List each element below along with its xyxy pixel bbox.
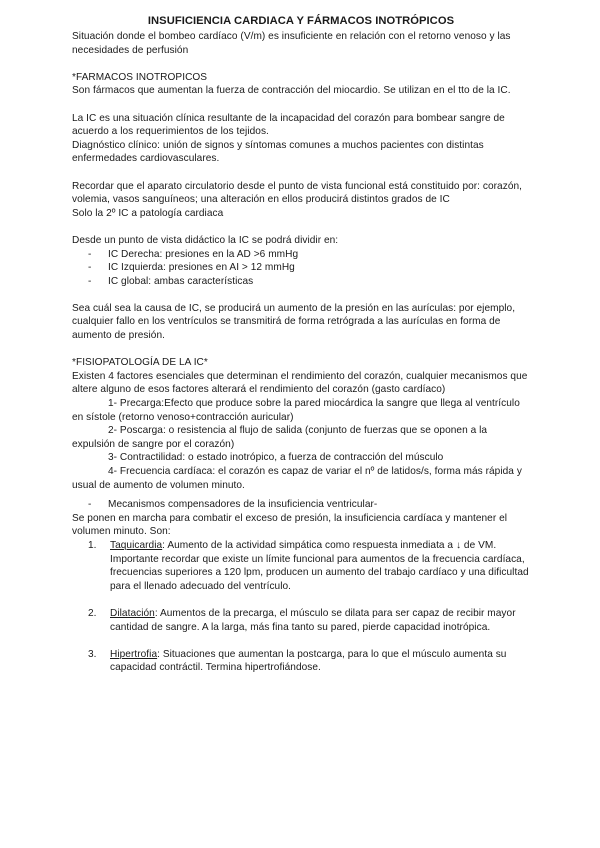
factor-poscarga: 2- Poscarga: o resistencia al flujo de salida (conjunto de fuerzas que se oponen a la expulsión de sangre por el corazón) <box>72 425 488 450</box>
document-body <box>72 14 530 675</box>
division-list <box>88 248 530 289</box>
item-term: Taquicardia <box>110 539 163 551</box>
recordar-paragraph: Recordar que el aparato circulatorio desde el punto de vista funcional está constituido por: corazón, volemia, vasos sanguíneos; una alteración en ellos producirá distintos grados de IC <box>72 180 523 206</box>
mecanismos-intro: Se ponen en marcha para combatir el exceso de presión, la insuficiencia cardíaca y mantener el volumen minuto. Son: <box>72 512 508 538</box>
list-item: - IC Izquierda: presiones en AI > 12 mmHg <box>88 261 530 275</box>
list-item <box>88 607 530 634</box>
item-text: : Aumento de la actividad simpática como respuesta inmediata a ↓ de VM. Importante recordar que existe un límite funcional para aumentos de la frecuencia cardíaca, frecuencias superiores a 120 lpm, producen un aumento del trabajo cardíaco y una dificultad para el llenado adecuado del ventrículo. <box>110 539 529 592</box>
item-number: 2. <box>88 607 97 619</box>
factor-contractilidad: 3- Contractilidad: o estado inotrópico, a fuerza de contracción del músculo <box>108 452 444 464</box>
item-text: : Aumentos de la precarga, el músculo se dilata para ser capaz de recibir mayor cantidad de sangre. A la larga, más fina tanto su pared, pierde capacidad inotrópica. <box>110 607 516 633</box>
list-item: - IC Derecha: presiones en la AD >6 mmHg <box>88 248 530 262</box>
list-item <box>88 539 530 593</box>
document-title: INSUFICIENCIA CARDIACA Y FÁRMACOS INOTRÓPICOS <box>147 15 455 27</box>
intro-paragraph: Situación donde el bombeo cardíaco (V/m) es insuficiente en relación con el retorno venoso y las necesidades de perfusión <box>72 31 511 56</box>
item-number: 3. <box>88 648 97 660</box>
factor-precarga: 1- Precarga:Efecto que produce sobre la pared miocárdica la sangre que llega al ventrículo en sístole (retorno venoso+contracción auricular) <box>72 398 520 423</box>
solo-paragraph: Solo la 2º IC a patología cardiaca <box>72 207 224 219</box>
diagnostico-paragraph: Diagnóstico clínico: unión de signos y síntomas comunes a muchos pacientes con distintas enfermedades cardiovasculares. <box>72 139 484 165</box>
mecanismos-list <box>88 539 530 675</box>
item-text: : Situaciones que aumentan la postcarga, para lo que el músculo aumenta su capacidad contráctil. Termina hipertrofiándose. <box>110 648 507 674</box>
farmacos-heading: *FARMACOS INOTROPICOS <box>72 71 208 83</box>
fisiopatologia-heading: *FISIOPATOLOGÍA DE LA IC* <box>72 357 208 369</box>
list-item <box>88 648 530 675</box>
causa-paragraph: Sea cuál sea la causa de IC, se producirá un aumento de la presión en las aurículas: por ejemplo, cualquier fallo en los ventrículos se transmitirá de forma retrógrada a las aurículas en forma de aumento de presión. <box>72 302 516 342</box>
mecanismos-heading: - Mecanismos compensadores de la insuficiencia ventricular- <box>88 498 530 512</box>
farmacos-paragraph: Son fármacos que aumentan la fuerza de contracción del miocardio. Se utilizan en el tto de la IC. <box>72 85 511 97</box>
division-intro: Desde un punto de vista didáctico la IC se podrá dividir en: <box>72 234 339 246</box>
item-number: 1. <box>88 539 97 551</box>
item-term: Hipertrofia <box>110 648 158 660</box>
list-item: - IC global: ambas características <box>88 275 530 289</box>
item-term: Dilatación <box>110 607 155 619</box>
factor-frecuencia: 4- Frecuencia cardíaca: el corazón es capaz de variar el nº de latidos/s, forma más rápida y usual de aumento de volumen minuto. <box>72 466 522 491</box>
fisiopatologia-intro: Existen 4 factores esenciales que determinan el rendimiento del corazón, cualquier mecanismos que altere alguno de esos factores alterará el rendimiento del corazón (gasto cardíaco) <box>72 370 528 396</box>
mecanismos-heading-list <box>88 498 530 512</box>
definicion-paragraph: La IC es una situación clínica resultante de la incapacidad del corazón para bombear sangre de acuerdo a los requerimientos de los tejidos. <box>72 112 505 138</box>
